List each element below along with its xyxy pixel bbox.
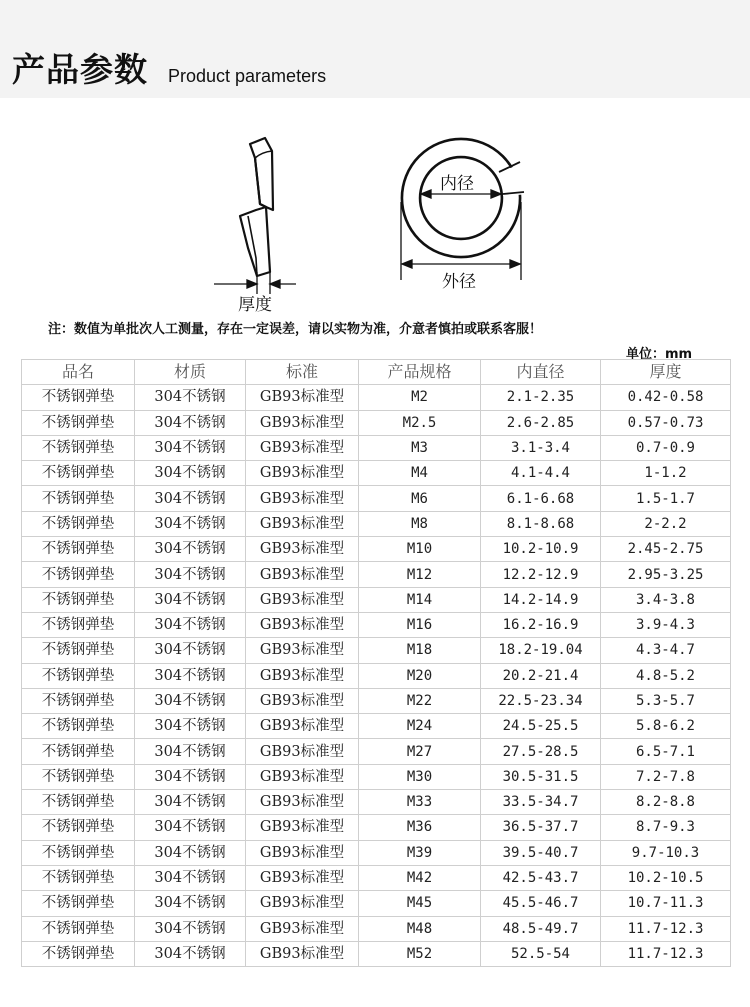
- material-cell: 304不锈钢: [135, 587, 246, 612]
- inner-diameter-cell: 18.2-19.04: [481, 638, 601, 663]
- table-row: [22, 385, 731, 410]
- standard-cell: GB93标准型: [246, 941, 359, 966]
- product-name-cell: 不锈钢弹垫: [22, 587, 135, 612]
- table-row: [22, 435, 731, 460]
- standard-cell: GB93标准型: [246, 916, 359, 941]
- product-name-cell: 不锈钢弹垫: [22, 688, 135, 713]
- standard-cell: GB93标准型: [246, 537, 359, 562]
- inner-diameter-cell: 27.5-28.5: [481, 739, 601, 764]
- size-cell: M52: [359, 941, 481, 966]
- standard-cell: GB93标准型: [246, 739, 359, 764]
- thickness-cell: 11.7-12.3: [601, 941, 731, 966]
- washer-side-view: [240, 138, 273, 276]
- standard-cell: GB93标准型: [246, 385, 359, 410]
- material-cell: 304不锈钢: [135, 815, 246, 840]
- inner-diameter-cell: 30.5-31.5: [481, 764, 601, 789]
- size-cell: M22: [359, 688, 481, 713]
- standard-cell: GB93标准型: [246, 688, 359, 713]
- size-cell: M16: [359, 612, 481, 637]
- standard-cell: GB93标准型: [246, 840, 359, 865]
- size-cell: M12: [359, 562, 481, 587]
- thickness-cell: 11.7-12.3: [601, 916, 731, 941]
- standard-cell: GB93标准型: [246, 486, 359, 511]
- column-header: 内直径: [481, 360, 601, 385]
- table-row: [22, 410, 731, 435]
- inner-diameter-cell: 10.2-10.9: [481, 537, 601, 562]
- inner-diameter-cell: 42.5-43.7: [481, 865, 601, 890]
- size-cell: M27: [359, 739, 481, 764]
- inner-diameter-cell: 20.2-21.4: [481, 663, 601, 688]
- product-name-cell: 不锈钢弹垫: [22, 815, 135, 840]
- inner-diameter-cell: 39.5-40.7: [481, 840, 601, 865]
- material-cell: 304不锈钢: [135, 486, 246, 511]
- column-header: 产品规格: [359, 360, 481, 385]
- product-name-cell: 不锈钢弹垫: [22, 612, 135, 637]
- product-name-cell: 不锈钢弹垫: [22, 714, 135, 739]
- size-cell: M6: [359, 486, 481, 511]
- standard-cell: GB93标准型: [246, 410, 359, 435]
- column-header: 厚度: [601, 360, 731, 385]
- inner-diameter-cell: 14.2-14.9: [481, 587, 601, 612]
- thickness-cell: 5.3-5.7: [601, 688, 731, 713]
- inner-diameter-cell: 2.6-2.85: [481, 410, 601, 435]
- size-cell: M39: [359, 840, 481, 865]
- standard-cell: GB93标准型: [246, 638, 359, 663]
- product-name-cell: 不锈钢弹垫: [22, 790, 135, 815]
- inner-diameter-cell: 22.5-23.34: [481, 688, 601, 713]
- standard-cell: GB93标准型: [246, 562, 359, 587]
- table-row: [22, 562, 731, 587]
- thickness-dimension: [214, 272, 296, 294]
- table-header-row: [22, 360, 731, 385]
- material-cell: 304不锈钢: [135, 461, 246, 486]
- material-cell: 304不锈钢: [135, 612, 246, 637]
- material-cell: 304不锈钢: [135, 385, 246, 410]
- material-cell: 304不锈钢: [135, 537, 246, 562]
- size-cell: M10: [359, 537, 481, 562]
- thickness-cell: 2.95-3.25: [601, 562, 731, 587]
- size-cell: M33: [359, 790, 481, 815]
- thickness-cell: 1.5-1.7: [601, 486, 731, 511]
- material-cell: 304不锈钢: [135, 638, 246, 663]
- unit-label: 单位：mm: [626, 347, 693, 362]
- size-cell: M36: [359, 815, 481, 840]
- thickness-cell: 6.5-7.1: [601, 739, 731, 764]
- column-header: 材质: [135, 360, 246, 385]
- material-cell: 304不锈钢: [135, 865, 246, 890]
- product-name-cell: 不锈钢弹垫: [22, 663, 135, 688]
- thickness-cell: 10.7-11.3: [601, 891, 731, 916]
- table-row: [22, 840, 731, 865]
- thickness-cell: 10.2-10.5: [601, 865, 731, 890]
- column-header: 标准: [246, 360, 359, 385]
- inner-diameter-cell: 12.2-12.9: [481, 562, 601, 587]
- inner-diameter-cell: 3.1-3.4: [481, 435, 601, 460]
- material-cell: 304不锈钢: [135, 435, 246, 460]
- material-cell: 304不锈钢: [135, 714, 246, 739]
- size-cell: M8: [359, 511, 481, 536]
- table-row: [22, 764, 731, 789]
- product-name-cell: 不锈钢弹垫: [22, 840, 135, 865]
- table-row: [22, 587, 731, 612]
- inner-diameter-cell: 45.5-46.7: [481, 891, 601, 916]
- measurement-note: 注：数值为单批次人工测量，存在一定误差，请以实物为准，介意者慎拍或联系客服！: [48, 322, 543, 337]
- standard-cell: GB93标准型: [246, 587, 359, 612]
- product-name-cell: 不锈钢弹垫: [22, 435, 135, 460]
- thickness-cell: 2.45-2.75: [601, 537, 731, 562]
- standard-cell: GB93标准型: [246, 865, 359, 890]
- thickness-cell: 1-1.2: [601, 461, 731, 486]
- page-title: 产品参数: [12, 50, 148, 89]
- product-name-cell: 不锈钢弹垫: [22, 638, 135, 663]
- thickness-cell: 8.7-9.3: [601, 815, 731, 840]
- size-cell: M20: [359, 663, 481, 688]
- outer-diameter-label: 外径: [442, 272, 476, 292]
- size-cell: M14: [359, 587, 481, 612]
- inner-diameter-cell: 2.1-2.35: [481, 385, 601, 410]
- material-cell: 304不锈钢: [135, 840, 246, 865]
- thickness-cell: 9.7-10.3: [601, 840, 731, 865]
- size-cell: M18: [359, 638, 481, 663]
- product-name-cell: 不锈钢弹垫: [22, 865, 135, 890]
- table-row: [22, 638, 731, 663]
- standard-cell: GB93标准型: [246, 663, 359, 688]
- material-cell: 304不锈钢: [135, 764, 246, 789]
- product-name-cell: 不锈钢弹垫: [22, 891, 135, 916]
- thickness-cell: 3.4-3.8: [601, 587, 731, 612]
- thickness-cell: 8.2-8.8: [601, 790, 731, 815]
- table-row: [22, 714, 731, 739]
- page-header: [0, 0, 750, 98]
- material-cell: 304不锈钢: [135, 916, 246, 941]
- product-name-cell: 不锈钢弹垫: [22, 486, 135, 511]
- thickness-cell: 5.8-6.2: [601, 714, 731, 739]
- product-name-cell: 不锈钢弹垫: [22, 562, 135, 587]
- standard-cell: GB93标准型: [246, 511, 359, 536]
- standard-cell: GB93标准型: [246, 435, 359, 460]
- material-cell: 304不锈钢: [135, 410, 246, 435]
- thickness-cell: 4.8-5.2: [601, 663, 731, 688]
- table-row: [22, 941, 731, 966]
- table-row: [22, 537, 731, 562]
- inner-diameter-cell: 8.1-8.68: [481, 511, 601, 536]
- thickness-cell: 0.42-0.58: [601, 385, 731, 410]
- size-cell: M4: [359, 461, 481, 486]
- inner-diameter-cell: 33.5-34.7: [481, 790, 601, 815]
- thickness-cell: 4.3-4.7: [601, 638, 731, 663]
- spec-table: [21, 359, 731, 967]
- standard-cell: GB93标准型: [246, 461, 359, 486]
- thickness-cell: 0.57-0.73: [601, 410, 731, 435]
- material-cell: 304不锈钢: [135, 941, 246, 966]
- material-cell: 304不锈钢: [135, 663, 246, 688]
- inner-diameter-cell: 24.5-25.5: [481, 714, 601, 739]
- thickness-cell: 7.2-7.8: [601, 764, 731, 789]
- size-cell: M48: [359, 916, 481, 941]
- product-name-cell: 不锈钢弹垫: [22, 764, 135, 789]
- table-row: [22, 486, 731, 511]
- product-name-cell: 不锈钢弹垫: [22, 461, 135, 486]
- inner-diameter-cell: 48.5-49.7: [481, 916, 601, 941]
- thickness-cell: 3.9-4.3: [601, 612, 731, 637]
- washer-diagram: [0, 98, 750, 318]
- standard-cell: GB93标准型: [246, 764, 359, 789]
- table-row: [22, 612, 731, 637]
- material-cell: 304不锈钢: [135, 688, 246, 713]
- standard-cell: GB93标准型: [246, 612, 359, 637]
- standard-cell: GB93标准型: [246, 815, 359, 840]
- size-cell: M30: [359, 764, 481, 789]
- product-name-cell: 不锈钢弹垫: [22, 941, 135, 966]
- table-row: [22, 739, 731, 764]
- material-cell: 304不锈钢: [135, 511, 246, 536]
- inner-diameter-cell: 36.5-37.7: [481, 815, 601, 840]
- product-name-cell: 不锈钢弹垫: [22, 537, 135, 562]
- material-cell: 304不锈钢: [135, 562, 246, 587]
- inner-diameter-cell: 16.2-16.9: [481, 612, 601, 637]
- table-row: [22, 865, 731, 890]
- thickness-label: 厚度: [238, 295, 272, 315]
- inner-diameter-cell: 52.5-54: [481, 941, 601, 966]
- product-name-cell: 不锈钢弹垫: [22, 739, 135, 764]
- table-body: [22, 385, 731, 967]
- product-name-cell: 不锈钢弹垫: [22, 511, 135, 536]
- table-row: [22, 663, 731, 688]
- thickness-cell: 2-2.2: [601, 511, 731, 536]
- table-row: [22, 688, 731, 713]
- material-cell: 304不锈钢: [135, 790, 246, 815]
- product-name-cell: 不锈钢弹垫: [22, 385, 135, 410]
- material-cell: 304不锈钢: [135, 739, 246, 764]
- inner-diameter-cell: 6.1-6.68: [481, 486, 601, 511]
- size-cell: M42: [359, 865, 481, 890]
- page-subtitle: Product parameters: [168, 66, 327, 86]
- size-cell: M3: [359, 435, 481, 460]
- standard-cell: GB93标准型: [246, 790, 359, 815]
- table-row: [22, 815, 731, 840]
- column-header: 品名: [22, 360, 135, 385]
- table-row: [22, 891, 731, 916]
- size-cell: M45: [359, 891, 481, 916]
- material-cell: 304不锈钢: [135, 891, 246, 916]
- size-cell: M2: [359, 385, 481, 410]
- table-row: [22, 511, 731, 536]
- thickness-cell: 0.7-0.9: [601, 435, 731, 460]
- table-row: [22, 461, 731, 486]
- standard-cell: GB93标准型: [246, 714, 359, 739]
- size-cell: M24: [359, 714, 481, 739]
- washer-front-view: [402, 139, 531, 258]
- table-row: [22, 790, 731, 815]
- inner-diameter-cell: 4.1-4.4: [481, 461, 601, 486]
- product-name-cell: 不锈钢弹垫: [22, 410, 135, 435]
- size-cell: M2.5: [359, 410, 481, 435]
- inner-diameter-label: 内径: [440, 174, 474, 194]
- table-row: [22, 916, 731, 941]
- product-name-cell: 不锈钢弹垫: [22, 916, 135, 941]
- standard-cell: GB93标准型: [246, 891, 359, 916]
